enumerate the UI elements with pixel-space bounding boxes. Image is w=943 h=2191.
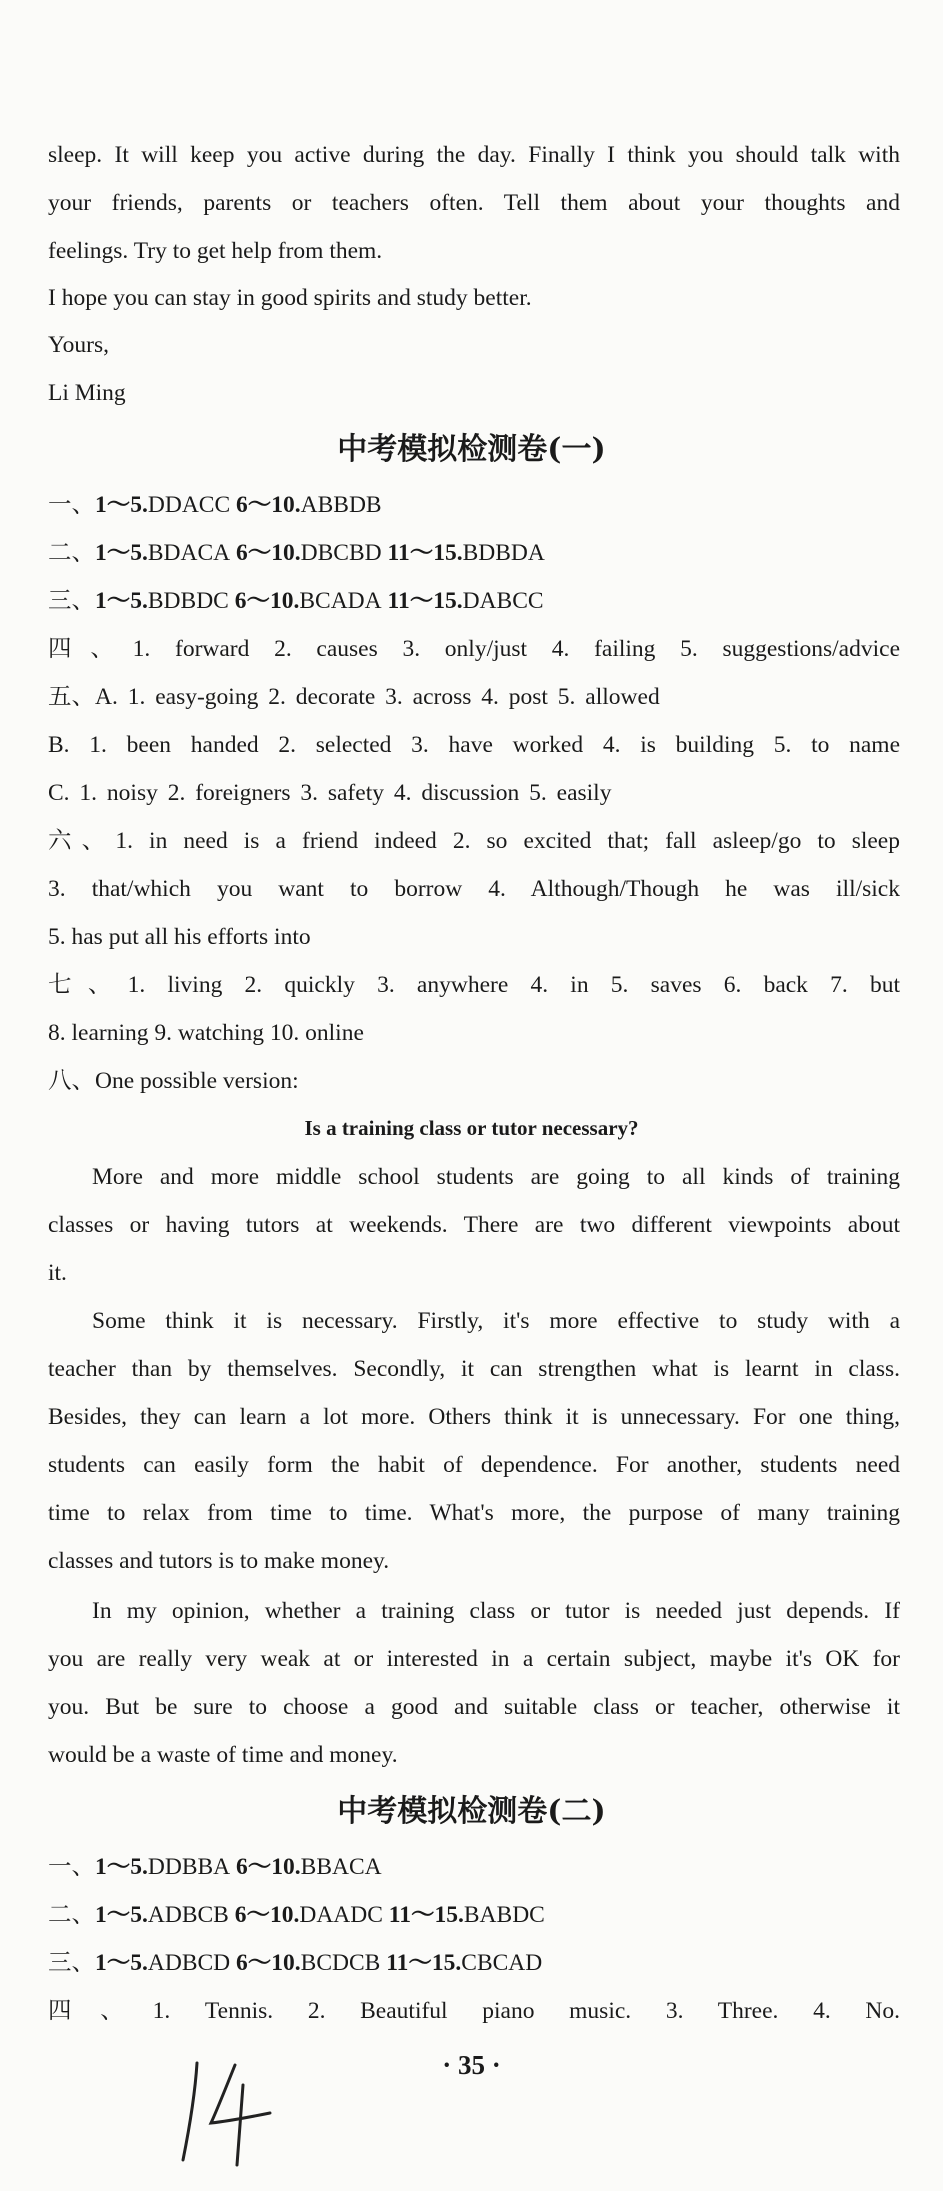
handwriting-stroke bbox=[237, 2085, 243, 2165]
essay-line: you. But be sure to choose a good and suitable class or teacher, otherwise it bbox=[48, 1694, 900, 1720]
test1-part5b: B. 1. been handed 2. selected 3. have worked 4. is building 5. to name bbox=[48, 732, 900, 758]
essay-line: classes and tutors is to make money. bbox=[48, 1548, 390, 1574]
essay-line: time to relax from time to time. What's more, the purpose of many training bbox=[48, 1500, 900, 1526]
test2-title: 中考模拟检测卷(二) bbox=[337, 1794, 606, 1829]
test1-title: 中考模拟检测卷(一) bbox=[337, 432, 606, 467]
handwritten-note bbox=[175, 2055, 285, 2170]
essay-line: In my opinion, whether a training class or tutor is needed just depends. If bbox=[92, 1598, 900, 1624]
test1-part7b: 8. learning 9. watching 10. online bbox=[48, 1020, 364, 1046]
test2-part2: 二、1～5.ADBCB 6～10.DAADC 11～15.BABDC bbox=[48, 1902, 545, 1928]
letter-line: sleep. It will keep you active during the day. Finally I think you should talk with bbox=[48, 142, 900, 168]
essay-line: students can easily form the habit of dependence. For another, students need bbox=[48, 1452, 900, 1478]
test2-part1: 一、1～5.DDBBA 6～10.BBACA bbox=[48, 1854, 382, 1880]
letter-line: your friends, parents or teachers often. Tell them about your thoughts and bbox=[48, 190, 900, 216]
test2-part3: 三、1～5.ADBCD 6～10.BCDCB 11～15.CBCAD bbox=[48, 1950, 543, 1976]
test1-part2: 二、1～5.BDACA 6～10.DBCBD 11～15.BDBDA bbox=[48, 540, 545, 566]
essay-line: classes or having tutors at weekends. There are two different viewpoints about bbox=[48, 1212, 900, 1238]
letter-closing: Yours, bbox=[48, 332, 109, 358]
test2-part4: 四、1. Tennis. 2. Beautiful piano music. 3. Three. 4. No. bbox=[48, 1998, 900, 2024]
essay-line: you are really very weak at or interested in a certain subject, maybe it's OK for bbox=[48, 1646, 900, 1672]
test1-part6c: 5. has put all his efforts into bbox=[48, 924, 311, 950]
page-number: · 35 · bbox=[442, 2050, 501, 2080]
essay-line: Some think it is necessary. Firstly, it's more effective to study with a bbox=[92, 1308, 900, 1334]
test1-part6a: 六、1. in need is a friend indeed 2. so excited that; fall asleep/go to sleep bbox=[48, 828, 900, 854]
essay-line: teacher than by themselves. Secondly, it can strengthen what is learnt in class. bbox=[48, 1356, 900, 1382]
letter-signature: Li Ming bbox=[48, 380, 126, 406]
handwriting-stroke bbox=[183, 2063, 197, 2160]
letter-line: feelings. Try to get help from them. bbox=[48, 238, 383, 264]
test1-part7a: 七、1. living 2. quickly 3. anywhere 4. in 5. saves 6. back 7. but bbox=[48, 972, 900, 998]
test1-part5c: C. 1. noisy 2. foreigners 3. safety 4. discussion 5. easily bbox=[48, 780, 612, 806]
letter-line: I hope you can stay in good spirits and study better. bbox=[48, 285, 532, 311]
essay-line: More and more middle school students are going to all kinds of training bbox=[92, 1164, 900, 1190]
essay-line: Besides, they can learn a lot more. Others think it is unnecessary. For one thing, bbox=[48, 1404, 900, 1430]
test1-part4: 四、1. forward 2. causes 3. only/just 4. failing 5. suggestions/advice bbox=[48, 636, 900, 662]
test1-part3: 三、1～5.BDBDC 6～10.BCADA 11～15.DABCC bbox=[48, 588, 544, 614]
essay-line: would be a waste of time and money. bbox=[48, 1742, 398, 1768]
essay-line: it. bbox=[48, 1260, 67, 1286]
test1-part6b: 3. that/which you want to borrow 4. Although/Though he was ill/sick bbox=[48, 876, 900, 902]
test1-part1: 一、1～5.DDACC 6～10.ABBDB bbox=[48, 492, 382, 518]
essay-title: Is a training class or tutor necessary? bbox=[304, 1116, 639, 1140]
test1-part8: 八、One possible version: bbox=[48, 1068, 299, 1094]
test1-part5a: 五、A. 1. easy-going 2. decorate 3. across 4. post 5. allowed bbox=[48, 684, 660, 710]
